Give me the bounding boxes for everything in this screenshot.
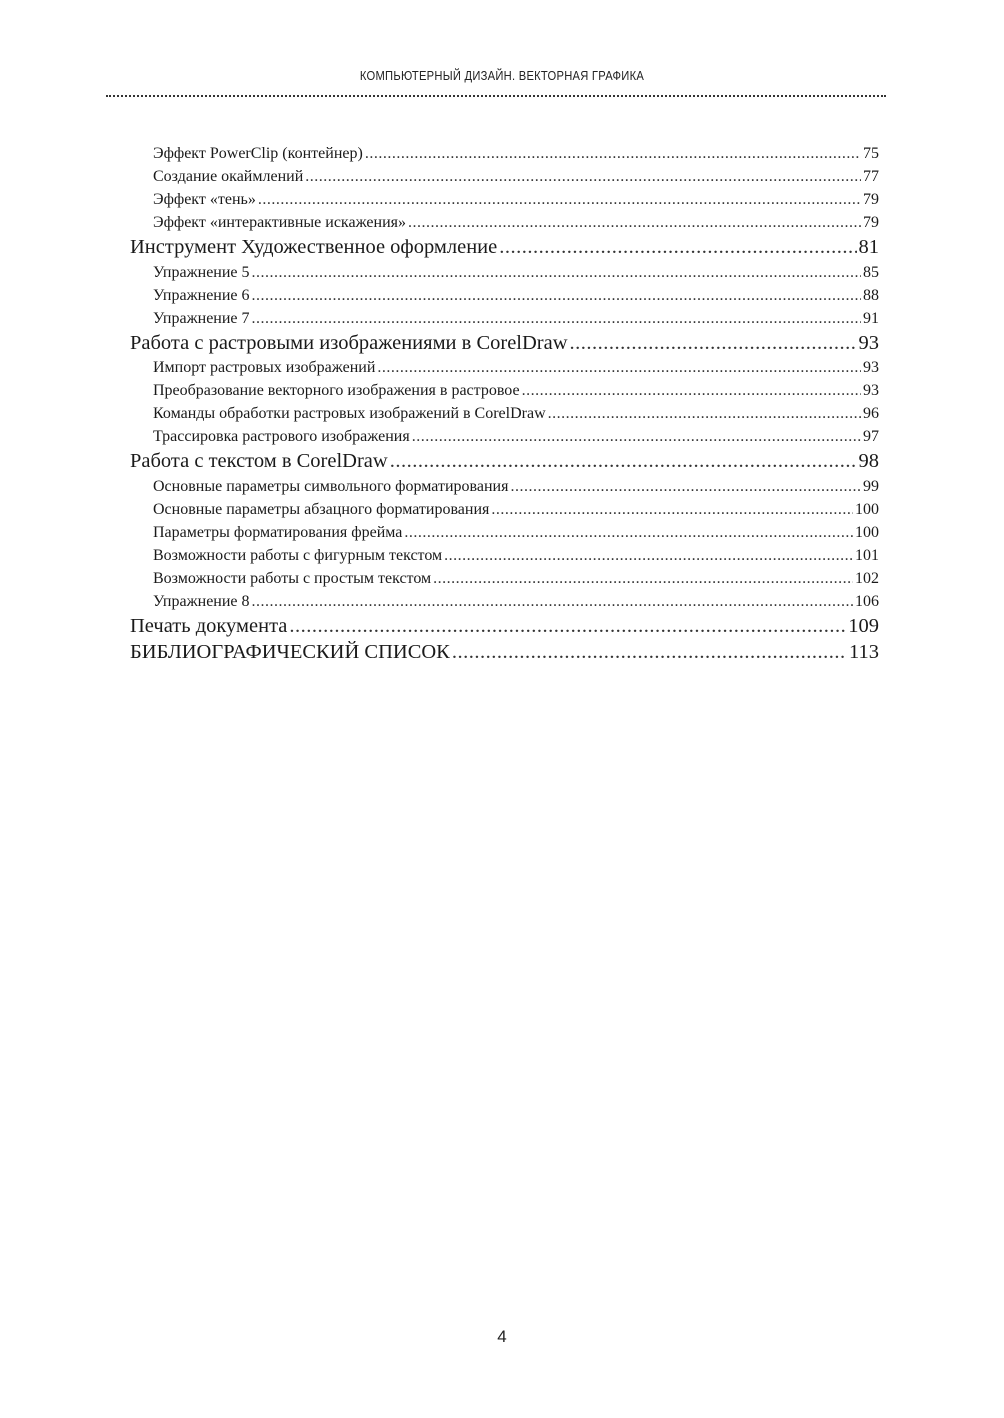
toc-entry-page: 97 — [863, 428, 879, 446]
toc-entry-title: Создание окаймлений — [153, 168, 304, 185]
toc-entry-title: Возможности работы с простым текстом — [153, 569, 432, 587]
toc-entry[interactable] — [130, 165, 879, 188]
toc-entry-page: 101 — [855, 546, 879, 564]
toc-entry-title: Эффект «интерактивные искажения» — [153, 214, 406, 231]
toc-dot-leader — [510, 475, 861, 498]
toc-dot-leader — [548, 402, 861, 425]
toc-dot-leader — [365, 142, 861, 165]
toc-entry-page: 79 — [863, 191, 879, 208]
toc-entry[interactable] — [130, 567, 879, 590]
toc-entry[interactable] — [130, 544, 879, 567]
toc-entry-title: Преобразование векторного изображения в растровое — [153, 382, 520, 400]
toc-dot-leader — [444, 544, 853, 567]
toc-entry-title: Упражнение 5 — [153, 263, 250, 281]
toc-entry[interactable] — [130, 284, 879, 307]
toc-entry[interactable] — [130, 379, 879, 402]
toc-entry-title: Основные параметры символьного форматирования — [153, 477, 509, 495]
toc-entry-title: Параметры форматирования фрейма — [153, 523, 403, 541]
toc-entry[interactable] — [130, 356, 879, 379]
toc-dot-leader — [412, 425, 861, 448]
toc-dot-leader — [404, 521, 853, 544]
toc-entry-title: Упражнение 7 — [153, 309, 250, 327]
toc-dot-leader — [258, 188, 861, 211]
running-header: КОМПЬЮТЕРНЫЙ ДИЗАЙН. ВЕКТОРНАЯ ГРАФИКА — [359, 68, 645, 83]
toc-entry[interactable] — [130, 590, 879, 613]
toc-dot-leader — [408, 211, 861, 234]
toc-entry-title: Эффект PowerClip (контейнер) — [153, 145, 363, 162]
toc-dot-leader — [305, 165, 861, 188]
toc-entry-page: 100 — [855, 500, 879, 518]
page-number: 4 — [497, 1327, 507, 1346]
toc-dot-leader — [522, 379, 861, 402]
toc-entry[interactable] — [130, 188, 879, 211]
toc-dot-leader — [289, 613, 846, 640]
toc-entry-page: 85 — [863, 263, 879, 281]
toc-entry-title: Работа с растровыми изображениями в CorelDraw — [130, 331, 568, 354]
toc-entry[interactable] — [130, 475, 879, 498]
toc-entry-page: 96 — [863, 405, 879, 423]
toc-entry[interactable] — [130, 330, 879, 357]
toc-entry[interactable] — [130, 307, 879, 330]
toc-entry-page: 75 — [863, 145, 879, 162]
toc-entry[interactable] — [130, 639, 879, 666]
toc-entry-page: 109 — [848, 614, 879, 637]
toc-entry-page: 98 — [858, 450, 879, 473]
toc-entry-page: 93 — [863, 359, 879, 377]
toc-entry-title: Возможности работы с фигурным текстом — [153, 546, 443, 564]
header-dotted-rule — [106, 95, 886, 97]
toc-dot-leader — [433, 567, 853, 590]
toc-entry[interactable] — [130, 498, 879, 521]
toc-dot-leader — [252, 261, 861, 284]
toc-entry-page: 99 — [863, 477, 879, 495]
toc-dot-leader — [377, 356, 861, 379]
toc-entry[interactable] — [130, 613, 879, 640]
toc-entry[interactable] — [130, 521, 879, 544]
toc-entry-page: 93 — [863, 382, 879, 400]
toc-entry-title: Упражнение 8 — [153, 592, 250, 610]
toc-entry-page: 106 — [855, 592, 879, 610]
toc-entry-title: Команды обработки растровых изображений в CorelDraw — [153, 405, 546, 423]
toc-dot-leader — [570, 330, 857, 357]
table-of-contents — [130, 142, 879, 666]
toc-entry-page: 102 — [855, 569, 879, 587]
toc-entry-title: Эффект «тень» — [153, 191, 256, 208]
toc-entry[interactable] — [130, 234, 879, 261]
toc-entry-title: Печать документа — [130, 614, 288, 637]
toc-entry-page: 81 — [858, 236, 879, 258]
toc-entry[interactable] — [130, 142, 879, 165]
toc-dot-leader — [390, 448, 857, 475]
toc-entry[interactable] — [130, 448, 879, 475]
toc-entry-page: 100 — [855, 523, 879, 541]
toc-entry-page: 91 — [863, 309, 879, 327]
toc-entry-title: Инструмент Художественное оформление — [130, 236, 498, 258]
toc-dot-leader — [499, 234, 856, 261]
toc-entry-title: Упражнение 6 — [153, 286, 250, 304]
toc-entry[interactable] — [130, 211, 879, 234]
toc-entry-title: Основные параметры абзацного форматирования — [153, 500, 490, 518]
toc-dot-leader — [452, 639, 847, 666]
toc-dot-leader — [252, 284, 861, 307]
toc-entry[interactable] — [130, 261, 879, 284]
toc-dot-leader — [252, 590, 853, 613]
toc-entry-title: Работа с текстом в CorelDraw — [130, 450, 388, 473]
toc-entry-page: 79 — [863, 214, 879, 231]
toc-entry[interactable] — [130, 425, 879, 448]
toc-entry[interactable] — [130, 402, 879, 425]
toc-entry-page: 77 — [863, 168, 879, 185]
toc-entry-page: 93 — [858, 331, 879, 354]
toc-entry-page: 113 — [849, 641, 879, 664]
toc-entry-page: 88 — [863, 286, 879, 304]
toc-entry-title: Импорт растровых изображений — [153, 359, 376, 377]
toc-entry-title: БИБЛИОГРАФИЧЕСКИЙ СПИСОК — [130, 641, 450, 664]
toc-dot-leader — [491, 498, 853, 521]
toc-dot-leader — [252, 307, 861, 330]
toc-entry-title: Трассировка растрового изображения — [153, 428, 410, 446]
